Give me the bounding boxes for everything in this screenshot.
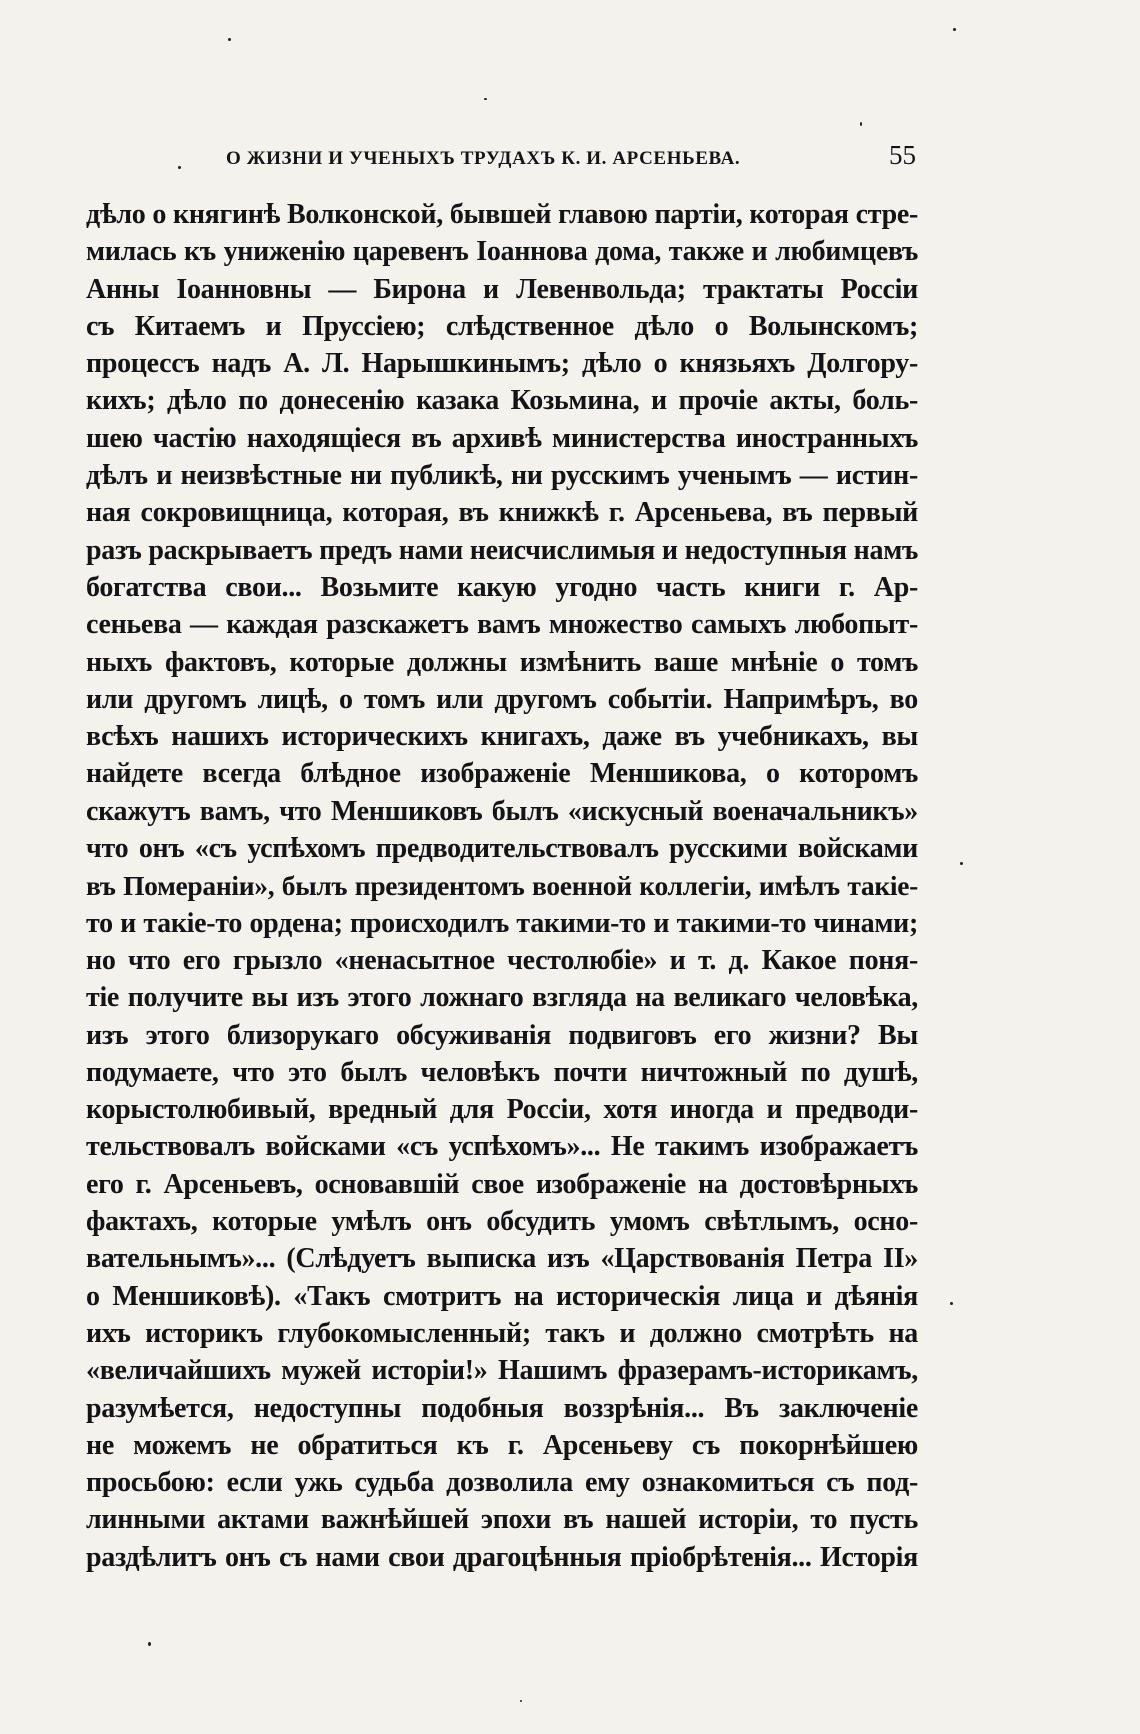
text-line: что онъ «съ успѣхомъ предводительствовалъ русскими войсками — [86, 833, 918, 865]
text-line: ихъ историкъ глубокомысленный; такъ и должно смотрѣть на — [86, 1317, 918, 1349]
scan-speck — [950, 1302, 953, 1305]
scan-speck — [484, 98, 487, 100]
text-line: сеньева — каждая разскажетъ вамъ множество самыхъ любопыт- — [86, 609, 918, 641]
text-line: кихъ; дѣло по донесенію казака Козьмина, и прочіе акты, боль- — [86, 385, 918, 417]
text-line: найдете всегда блѣдное изображеніе Меншикова, о которомъ — [86, 758, 918, 790]
scan-speck — [960, 862, 963, 865]
text-line: его г. Арсеньевъ, основавшій свое изображеніе на достовѣрныхъ — [86, 1168, 918, 1200]
text-line: дѣло о княгинѣ Волконской, бывшей главою партіи, которая стре- — [86, 199, 918, 230]
text-line: съ Китаемъ и Пруссіею; слѣдственное дѣло о Волынскомъ; — [86, 310, 918, 342]
scan-speck — [228, 38, 231, 41]
text-line: въ Помераніи», былъ президентомъ военной коллегіи, имѣлъ такіе- — [86, 870, 918, 902]
scan-speck — [148, 1642, 151, 1646]
scan-speck — [178, 166, 181, 169]
text-line: разъ раскрываетъ предъ нами неисчислимыя и недоступныя намъ — [86, 534, 918, 566]
text-line: линными актами важнѣйшей эпохи въ нашей исторіи, то пусть — [86, 1504, 918, 1536]
scan-speck — [520, 1700, 522, 1702]
scan-speck — [953, 28, 956, 31]
text-line: то и такіе-то ордена; происходилъ такими-то и такими-то чинами; — [86, 907, 918, 939]
text-line: всѣхъ нашихъ историческихъ книгахъ, даже въ учебникахъ, вы — [86, 721, 918, 753]
text-line: не можемъ не обратиться къ г. Арсеньеву съ покорнѣйшею — [86, 1429, 918, 1461]
text-line: скажутъ вамъ, что Меншиковъ былъ «искусный военачальникъ» — [86, 795, 918, 827]
body-text — [86, 196, 918, 1576]
page-header — [86, 140, 916, 180]
text-line: но что его грызло «ненасытное честолюбіе» и т. д. Какое поня- — [86, 944, 918, 976]
running-title: О ЖИЗНИ И УЧЕНЫХЪ ТРУДАХЪ К. И. АРСЕНЬЕВА. — [226, 148, 741, 169]
text-line: фактахъ, которые умѣлъ онъ обсудить умомъ свѣтлымъ, осно- — [86, 1206, 918, 1238]
text-line: изъ этого близорукаго обсуживанія подвиговъ его жизни? Вы — [86, 1019, 918, 1051]
text-line: тельствовалъ войсками «съ успѣхомъ»... Не такимъ изображаетъ — [86, 1131, 918, 1163]
text-line: или другомъ лицѣ, о томъ или другомъ событіи. Напримѣръ, во — [86, 683, 918, 715]
page-number: 55 — [889, 140, 916, 170]
text-line: ныхъ фактовъ, которые должны измѣнить ваше мнѣніе о томъ — [86, 646, 918, 678]
text-line: о Меншиковѣ). «Такъ смотритъ на историческія лица и дѣянія — [86, 1280, 918, 1312]
text-line: корыстолюбивый, вредный для Россіи, хотя иногда и предводи- — [86, 1094, 918, 1126]
text-line: Анны Іоанновны — Бирона и Левенвольда; трактаты Россіи — [86, 273, 918, 305]
text-line: просьбою: если ужь судьба дозволила ему ознакомиться съ под- — [86, 1467, 918, 1499]
text-line: милась къ униженію царевенъ Іоаннова дома, также и любимцевъ — [86, 236, 918, 268]
text-line: шею частію находящіеся въ архивѣ министерства иностранныхъ — [86, 422, 918, 454]
text-line: подумаете, что это былъ человѣкъ почти ничтожный по душѣ, — [86, 1056, 918, 1088]
text-line: разумѣется, недоступны подобныя воззрѣнія... Въ заключеніе — [86, 1392, 918, 1424]
text-line: «величайшихъ мужей исторіи!» Нашимъ фразерамъ-историкамъ, — [86, 1355, 918, 1387]
text-line: ная сокровищница, которая, въ книжкѣ г. Арсеньева, въ первый — [86, 497, 918, 529]
text-line: вательнымъ»... (Слѣдуетъ выписка изъ «Царствованія Петра II» — [86, 1243, 918, 1275]
text-line: дѣлъ и неизвѣстные ни публикѣ, ни русскимъ ученымъ — истин- — [86, 460, 918, 492]
text-line: процессъ надъ А. Л. Нарышкинымъ; дѣло о князьяхъ Долгору- — [86, 348, 918, 380]
text-line: раздѣлитъ онъ съ нами свои драгоцѣнныя пріобрѣтенія... Исторія — [86, 1541, 918, 1573]
scan-speck — [860, 122, 862, 126]
text-line: богатства свои... Возьмите какую угодно часть книги г. Ар- — [86, 571, 918, 603]
text-line: тіе получите вы изъ этого ложнаго взгляда на великаго человѣка, — [86, 982, 918, 1014]
